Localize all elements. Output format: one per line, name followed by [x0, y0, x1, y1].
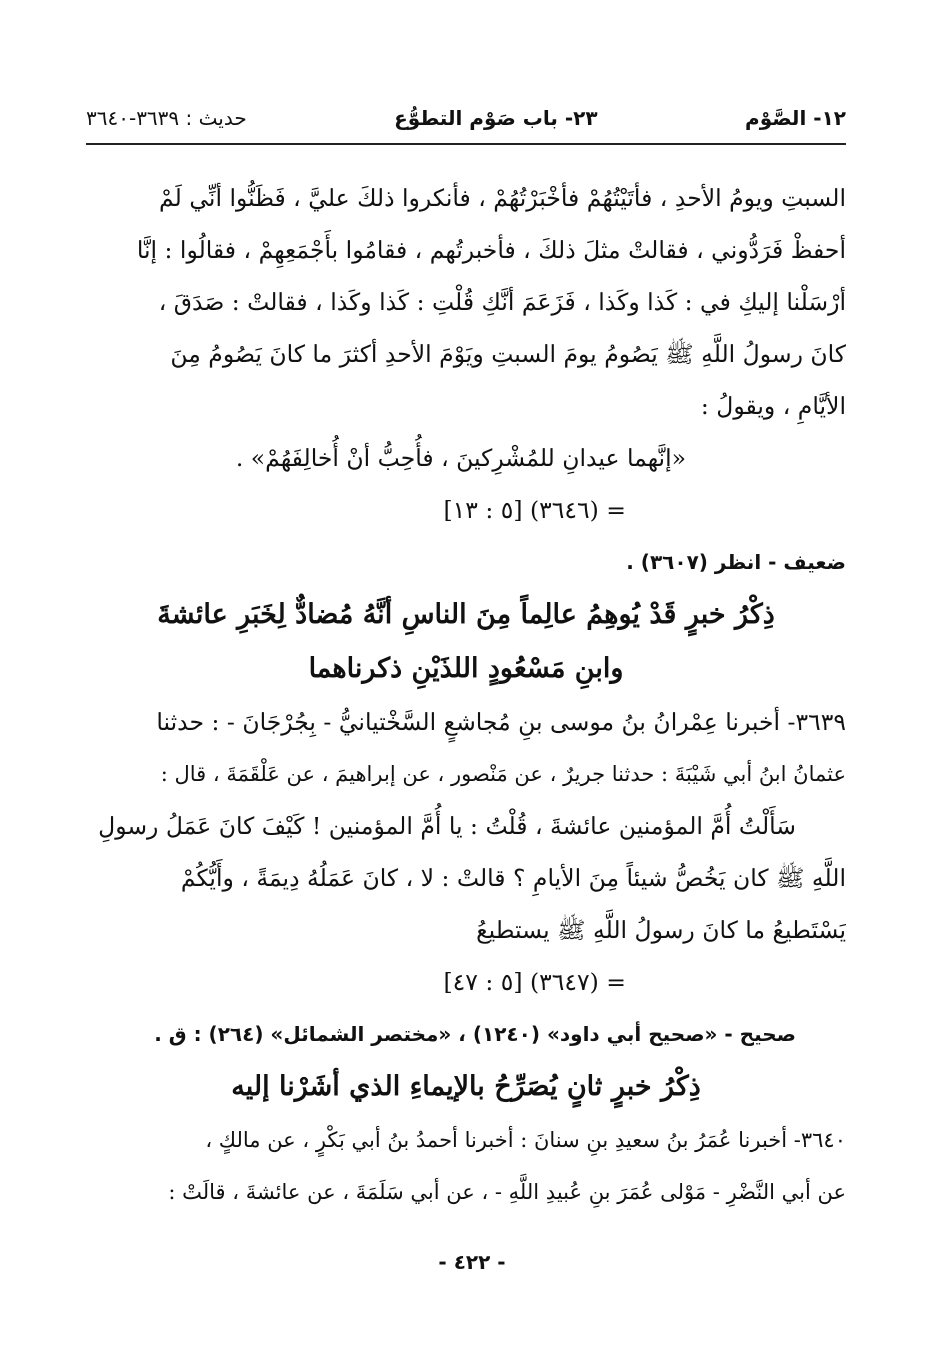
page-body	[86, 172, 846, 1218]
header-rule	[86, 143, 846, 145]
prophetic-quote: «إنَّهما عيدانِ للمُشْرِكينَ ، فأُحِبُّ أنْ أُخالِفَهُمْ» .	[235, 444, 686, 472]
hadith-matn: سَأَلْتُ أُمَّ المؤمنين عائشةَ ، قُلْتُ : يا أُمَّ المؤمنين ! كَيْفَ كانَ عَمَلُ رسولِ	[98, 812, 796, 840]
text-line: السبتِ ويومُ الأحدِ ، فأتَيْتُهُمْ فأخْبَرْتُهُمْ ، فأنكروا ذلكَ عليَّ ، فَظَنُّوا أنِّي لَمْ	[159, 184, 846, 212]
hadith-isnad: ٣٦٤٠- أخبرنا عُمَرُ بنُ سعيدِ بنِ سنانَ : أخبرنا أحمدُ بنُ أبي بَكْرٍ ، عن مالكٍ ،	[205, 1128, 846, 1152]
section-title: ٢٣- باب صَوْم التطوُّع	[394, 106, 598, 130]
section-heading: ذِكْرُ خبرٍ قَدْ يُوهِمُ عالِماً مِنَ الناسِ أنَّهُ مُضادٌّ لِخَبَرِ عائشةَ	[157, 599, 775, 630]
cross-reference: = (٣٦٤٧) [٥ : ٤٧]	[443, 968, 626, 996]
hadith-range: حديث : ٣٦٣٩-٣٦٤٠	[86, 106, 247, 130]
grading-note: صحيح - «صحيح أبي داود» (١٢٤٠) ، «مختصر الشمائل» (٢٦٤) : ق .	[154, 1022, 796, 1046]
section-heading: وابنِ مَسْعُودٍ اللذَيْنِ ذكرناهما	[308, 653, 624, 684]
text-line: أحفظْ فَرَدُّوني ، فقالتْ مثلَ ذلكَ ، فأخبرتُهم ، فقامُوا بأَجْمَعِهِمْ ، فقالُوا : إنَّا	[136, 236, 846, 264]
hadith-matn: يَسْتَطيعُ ما كانَ رسولُ اللَّهِ ﷺ يستطيعُ	[476, 916, 846, 944]
text-line: الأيَّامِ ، ويقولُ :	[700, 392, 846, 420]
hadith-isnad: عثمانُ ابنُ أبي شَيْبَةَ : حدثنا جريرٌ ، عن مَنْصور ، عن إبراهيمَ ، عن عَلْقَمَةَ ، قال :	[160, 762, 846, 786]
section-heading: ذِكْرُ خبرٍ ثانٍ يُصَرِّحُ بالإيماءِ الذي أشَرْنا إليه	[231, 1071, 701, 1102]
text-line: كانَ رسولُ اللَّهِ ﷺ يَصُومُ يومَ السبتِ ويَوْمَ الأحدِ أكثرَ ما كانَ يَصُومُ مِنَ	[170, 340, 846, 368]
text-line: أرْسَلْنا إليكِ في : كَذا وكَذا ، فَزَعَمَ أنَّكِ قُلْتِ : كَذا وكَذا ، فقالتْ : صَدَقَ ،	[158, 288, 846, 316]
hadith-isnad: ٣٦٣٩- أخبرنا عِمْرانُ بنُ موسى بنِ مُجاشعٍ السَّخْتيانيُّ - بِجُرْجَانَ - : حدثنا	[156, 708, 846, 736]
hadith-isnad: عن أبي النَّضْرِ - مَوْلى عُمَرَ بنِ عُبيدِ اللَّهِ - ، عن أبي سَلَمَةَ ، عن عائشةَ ، قالَتْ :	[168, 1180, 846, 1204]
running-header	[86, 100, 846, 136]
cross-reference: = (٣٦٤٦) [٥ : ١٣]	[443, 496, 626, 524]
chapter-title: ١٢- الصَّوْم	[745, 106, 846, 130]
page-number: - ٤٢٢ -	[438, 1250, 506, 1274]
grading-note: ضعيف - انظر (٣٦٠٧) .	[626, 550, 846, 574]
hadith-matn: اللَّهِ ﷺ كان يَخُصُّ شيئاً مِنَ الأيامِ ؟ قالتْ : لا ، كانَ عَمَلُهُ دِيمَةً ، وأَيُّكُمْ	[180, 864, 846, 892]
